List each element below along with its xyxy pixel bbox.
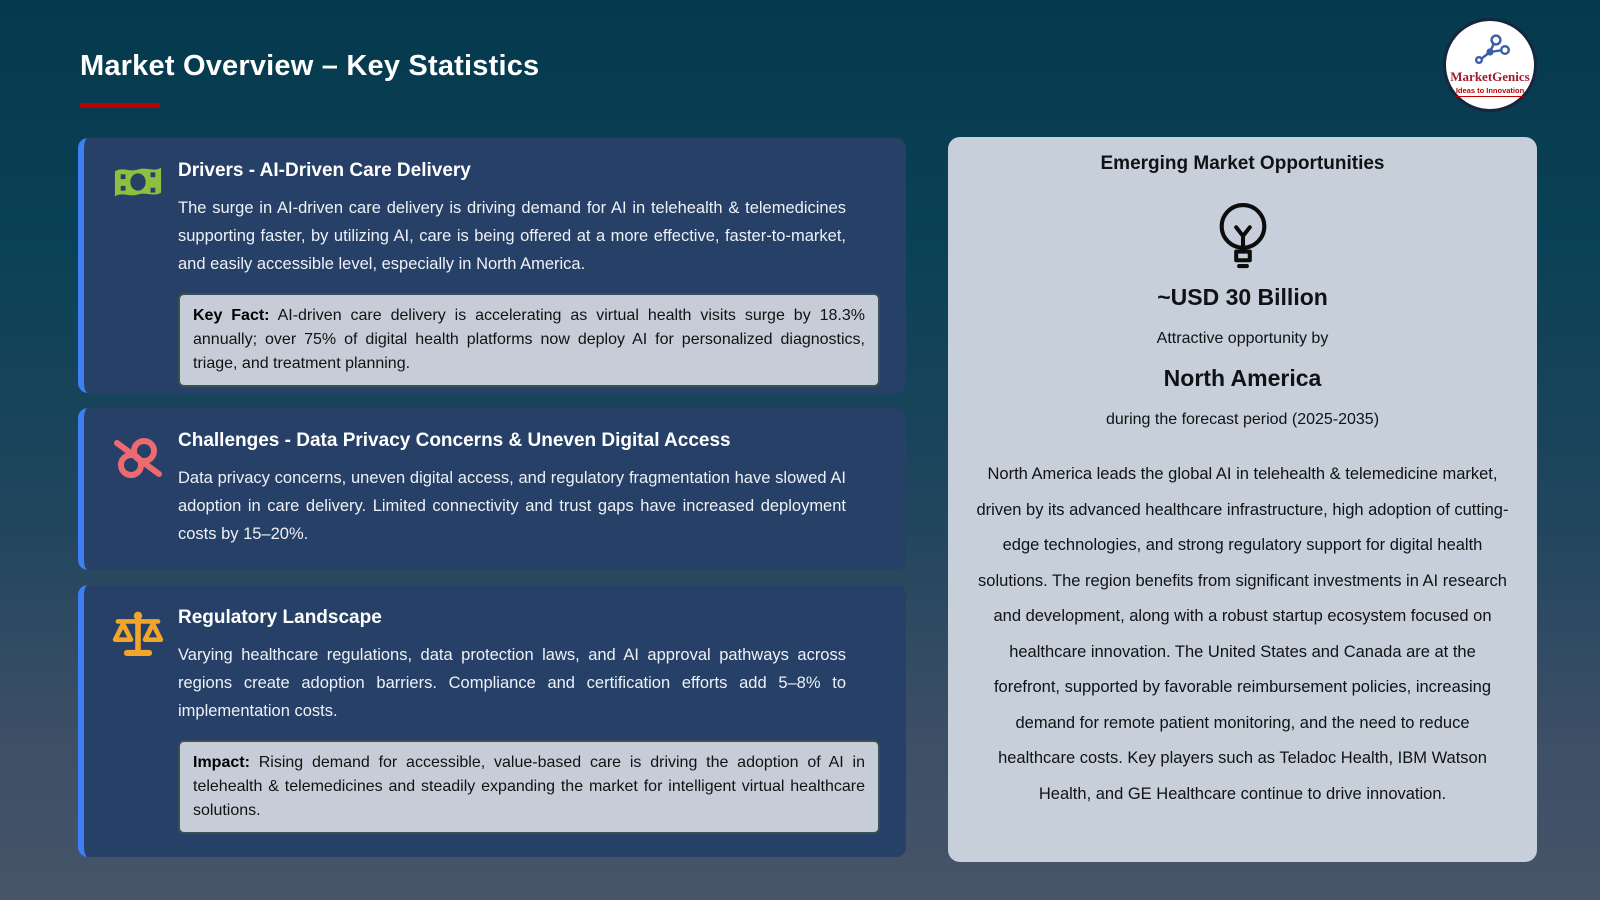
- regulatory-card: [78, 585, 906, 857]
- opportunity-description: North America leads the global AI in telehealth & telemedicine market, driven by its advanced healthcare infrastructure, high adoption of cutting-edge technologies, and strong regulatory support for digital health solutions. The region benefits from significant investments in AI research and development, along with a robust startup ecosystem focused on healthcare innovation. The United States and Canada are at the forefront, supported by favorable reimbursement policies, increasing demand for remote patient monitoring, and the need to reduce healthcare costs. Key players such as Teladoc Health, IBM Watson Health, and GE Healthcare continue to drive innovation.: [976, 465, 1509, 803]
- key-fact-label: Key Fact:: [193, 307, 270, 324]
- drivers-card-title: Drivers - AI-Driven Care Delivery: [178, 160, 471, 181]
- challenges-card-title: Challenges - Data Privacy Concerns & Uneven Digital Access: [178, 430, 731, 451]
- marketgenics-logo: [1443, 18, 1537, 112]
- regulatory-card-body: Varying healthcare regulations, data protection laws, and AI approval pathways across regions create adoption barriers. Compliance and certification efforts add 5–8% to implementation costs.: [178, 646, 846, 720]
- broken-link-icon: [110, 432, 166, 488]
- drivers-card-body: The surge in AI-driven care delivery is driving demand for AI in telehealth & telemedicines supporting faster, by utilizing AI, care is being offered at a more effective, faster-to-market, and easily accessible level, especially in North America.: [178, 199, 846, 273]
- impact-text: Rising demand for accessible, value-based care is driving the adoption of AI in telehealth & telemedicines and steadily expanding the market for intelligent virtual healthcare solutions.: [193, 754, 865, 819]
- opportunity-subtitle: Attractive opportunity by: [1156, 330, 1329, 347]
- opportunity-value: ~USD 30 Billion: [1157, 284, 1328, 310]
- molecule-icon: [1468, 33, 1512, 70]
- key-fact-box: [178, 293, 880, 387]
- logo-tagline: Ideas to Innovation: [1455, 85, 1525, 95]
- opportunity-period: during the forecast period (2025-2035): [1105, 411, 1380, 428]
- title-underline: [80, 103, 160, 108]
- challenges-card: [78, 408, 906, 570]
- impact-box: [178, 740, 880, 834]
- opportunity-panel-title: Emerging Market Opportunities: [1100, 153, 1385, 174]
- money-icon: [110, 162, 166, 218]
- opportunity-region: North America: [1163, 365, 1322, 391]
- regulatory-card-title: Regulatory Landscape: [178, 607, 382, 628]
- key-fact-text: AI-driven care delivery is accelerating as virtual health visits surge by 18.3% annually; over 75% of digital health platforms now deploy AI for personalized diagnostics, triage, and treatment planning.: [193, 307, 865, 372]
- impact-label: Impact:: [193, 754, 250, 771]
- challenges-card-body: Data privacy concerns, uneven digital access, and regulatory fragmentation have slowed AI adoption in care delivery. Limited connectivity and trust gaps have increased deployment costs by 15–20%.: [178, 469, 846, 543]
- logo-name: MarketGenics: [1450, 69, 1530, 85]
- lightbulb-icon: [974, 199, 1511, 280]
- drivers-card: [78, 138, 906, 393]
- scales-icon: [110, 609, 166, 665]
- opportunity-panel: [948, 137, 1537, 862]
- page-title: Market Overview – Key Statistics: [80, 50, 540, 82]
